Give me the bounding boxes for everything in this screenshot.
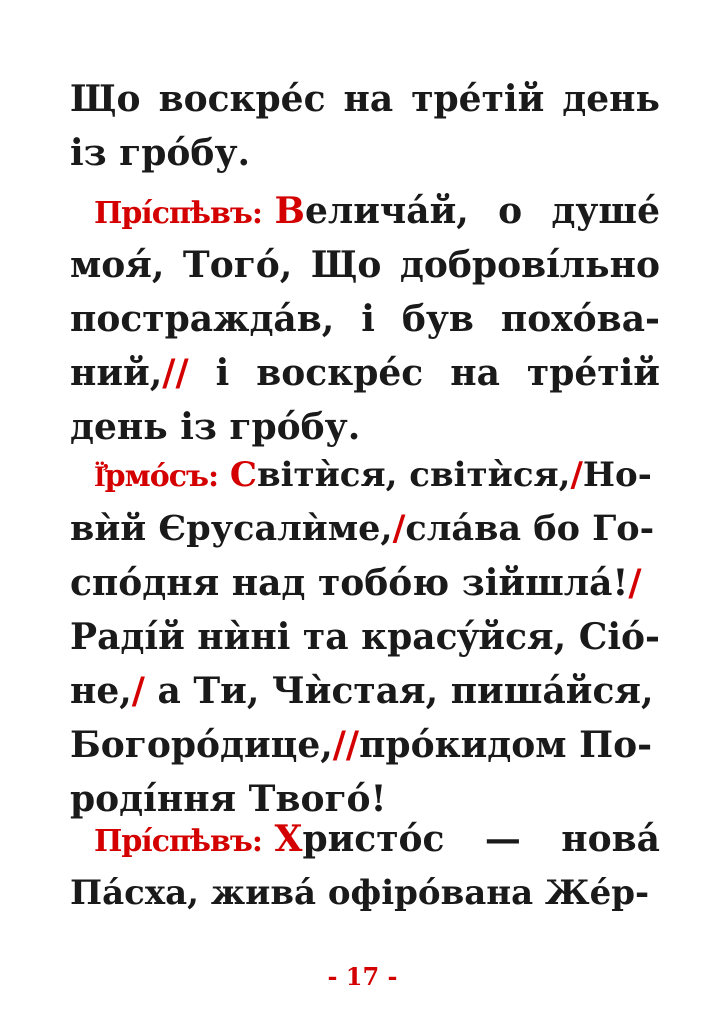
red-initial: Х [274, 818, 303, 860]
text-line [70, 346, 660, 400]
word: постраждáв, [70, 298, 335, 340]
word: о [498, 190, 523, 232]
text-line: із гро́бу. [70, 132, 251, 174]
paragraph-1 [70, 72, 660, 180]
verse-start [94, 184, 469, 238]
text-line [70, 556, 660, 610]
word: ний, [70, 352, 163, 394]
verse-separator: / [392, 508, 406, 549]
irmos-label: Ї҆рмо́съ: [94, 459, 219, 494]
text-line [70, 718, 660, 772]
text-line [70, 664, 660, 718]
word: — [484, 818, 521, 860]
text-segment: вітѝся, світѝся, [256, 455, 571, 495]
text-segment: Но- [582, 455, 652, 495]
text-segment: прóкидом По- [359, 724, 653, 766]
word: був [401, 298, 474, 340]
word: Того́, [182, 244, 293, 286]
word: на [450, 352, 500, 394]
text-segment: спóдня над тобóю зійшлá! [70, 562, 629, 604]
word: Що [70, 78, 141, 120]
verse-separator: / [570, 455, 583, 495]
text-line [70, 184, 660, 238]
verse-start [94, 812, 444, 866]
text-line [70, 448, 660, 502]
page-number: - 17 - [327, 962, 398, 991]
word: ристóс [302, 818, 445, 860]
word: день [562, 78, 660, 120]
text-line: родíння Твогó! [70, 778, 387, 820]
text-segment: а Ти, Чѝстая, пишáйся, [157, 670, 654, 712]
text-line [70, 292, 660, 346]
verse-separator: / [131, 670, 145, 712]
word: новá [561, 818, 660, 860]
text-line [70, 72, 660, 126]
verse-separator: // [162, 352, 189, 394]
pripiv-label: Прі́спѣвъ: [94, 196, 262, 231]
verse-separator: / [628, 562, 642, 604]
word: душé [551, 190, 660, 232]
red-initial: С [229, 455, 257, 495]
text-line: Радíй нѝні та красýйся, Сіó- [70, 616, 660, 658]
word: воскрéс [256, 352, 424, 394]
word: похóва- [500, 298, 660, 340]
word: воскре́с [158, 78, 326, 120]
word: і [361, 298, 375, 340]
paragraph-4 [70, 812, 660, 920]
text-segment: Богорóдице, [70, 724, 333, 766]
text-segment: вѝй Єрусалѝме, [70, 508, 393, 549]
text-line [70, 502, 660, 556]
word: тре́тій [411, 78, 545, 120]
text-line: день із грóбу. [70, 406, 361, 448]
word: Що [310, 244, 382, 286]
word-group [70, 346, 189, 400]
word: моя́, [70, 244, 165, 286]
text-line [70, 812, 660, 866]
text-segment: не, [70, 670, 132, 712]
pripiv-label: Прі́спѣвъ: [94, 824, 262, 859]
text-line: Пáсха, живá офірóвана Жéр- [70, 873, 650, 913]
word: трéтій [526, 352, 660, 394]
paragraph-3 [70, 448, 660, 826]
word: добровíльно [399, 244, 660, 286]
paragraph-2 [70, 184, 660, 454]
word: і [215, 352, 230, 394]
verse-separator: // [332, 724, 360, 766]
text-segment: слáва бо Го- [405, 508, 655, 549]
red-initial: В [274, 190, 305, 232]
text-line [70, 238, 660, 292]
word: еличáй, [304, 190, 469, 232]
word: на [343, 78, 394, 120]
